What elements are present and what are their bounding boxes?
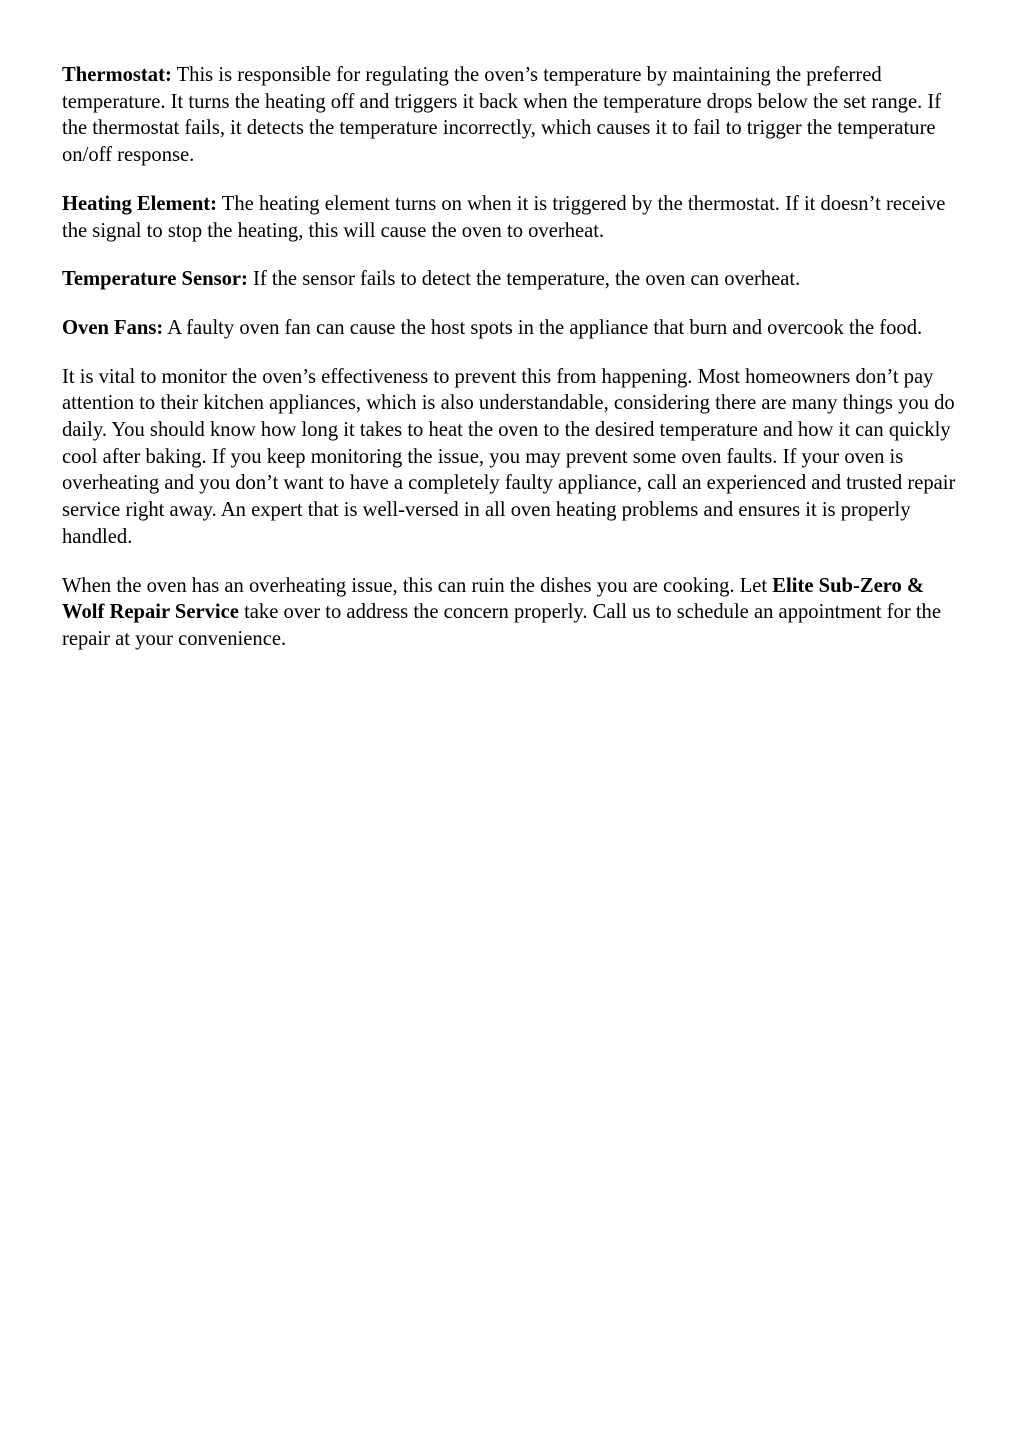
paragraph-closing-text-before: When the oven has an overheating issue, this can ruin the dishes you are cooking. Let [62, 574, 773, 597]
term-thermostat: Thermostat: [62, 64, 172, 86]
paragraph-temperature-sensor [62, 266, 967, 293]
term-temperature-sensor: Temperature Sensor: [62, 268, 248, 291]
paragraph-thermostat [62, 62, 967, 169]
paragraph-thermostat-text: This is responsible for regulating the oven’s temperature by maintaining the preferred temperature. It turns the heating off and triggers it back when the temperature drops below the set range. If the thermostat fails, it detects the temperature incorrectly, which causes it to fail to trigger the temperature on/off response. [62, 64, 942, 167]
term-oven-fans: Oven Fans: [62, 316, 164, 339]
paragraph-closing-text-after: take over to address the concern properly. Call us to schedule an appointment for the repair at your convenience. [62, 601, 941, 650]
paragraph-monitoring [62, 364, 967, 551]
paragraph-oven-fans-text: A faulty oven fan can cause the host spots in the appliance that burn and overcook the food. [163, 316, 923, 339]
term-heating-element: Heating Element: [62, 192, 217, 215]
paragraph-closing [62, 573, 967, 653]
paragraph-temperature-sensor-text: If the sensor fails to detect the temperature, the oven can overheat. [247, 268, 801, 291]
brand-name: Elite Sub-Zero & Wolf Repair Service [62, 574, 925, 624]
paragraph-heating-element-text: The heating element turns on when it is triggered by the thermostat. If it doesn’t receive the signal to stop the heating, this will cause the oven to overheat. [62, 192, 946, 242]
paragraph-oven-fans [62, 315, 967, 342]
paragraph-monitoring-text: It is vital to monitor the oven’s effectiveness to prevent this from happening. Most homeowners don’t pay attention to their kitchen appliances, which is also understandable, considering there are many things you do daily. You should know how long it takes to heat the oven to the desired temperature and how it can quickly cool after baking. If you keep monitoring the issue, you may prevent some oven faults. If your oven is overheating and you don’t want to have a completely faulty appliance, call an experienced and trusted repair service right away. An expert that is well-versed in all oven heating problems and ensures it is properly handled. [62, 365, 956, 548]
paragraph-heating-element [62, 191, 967, 244]
document-page [62, 62, 967, 675]
